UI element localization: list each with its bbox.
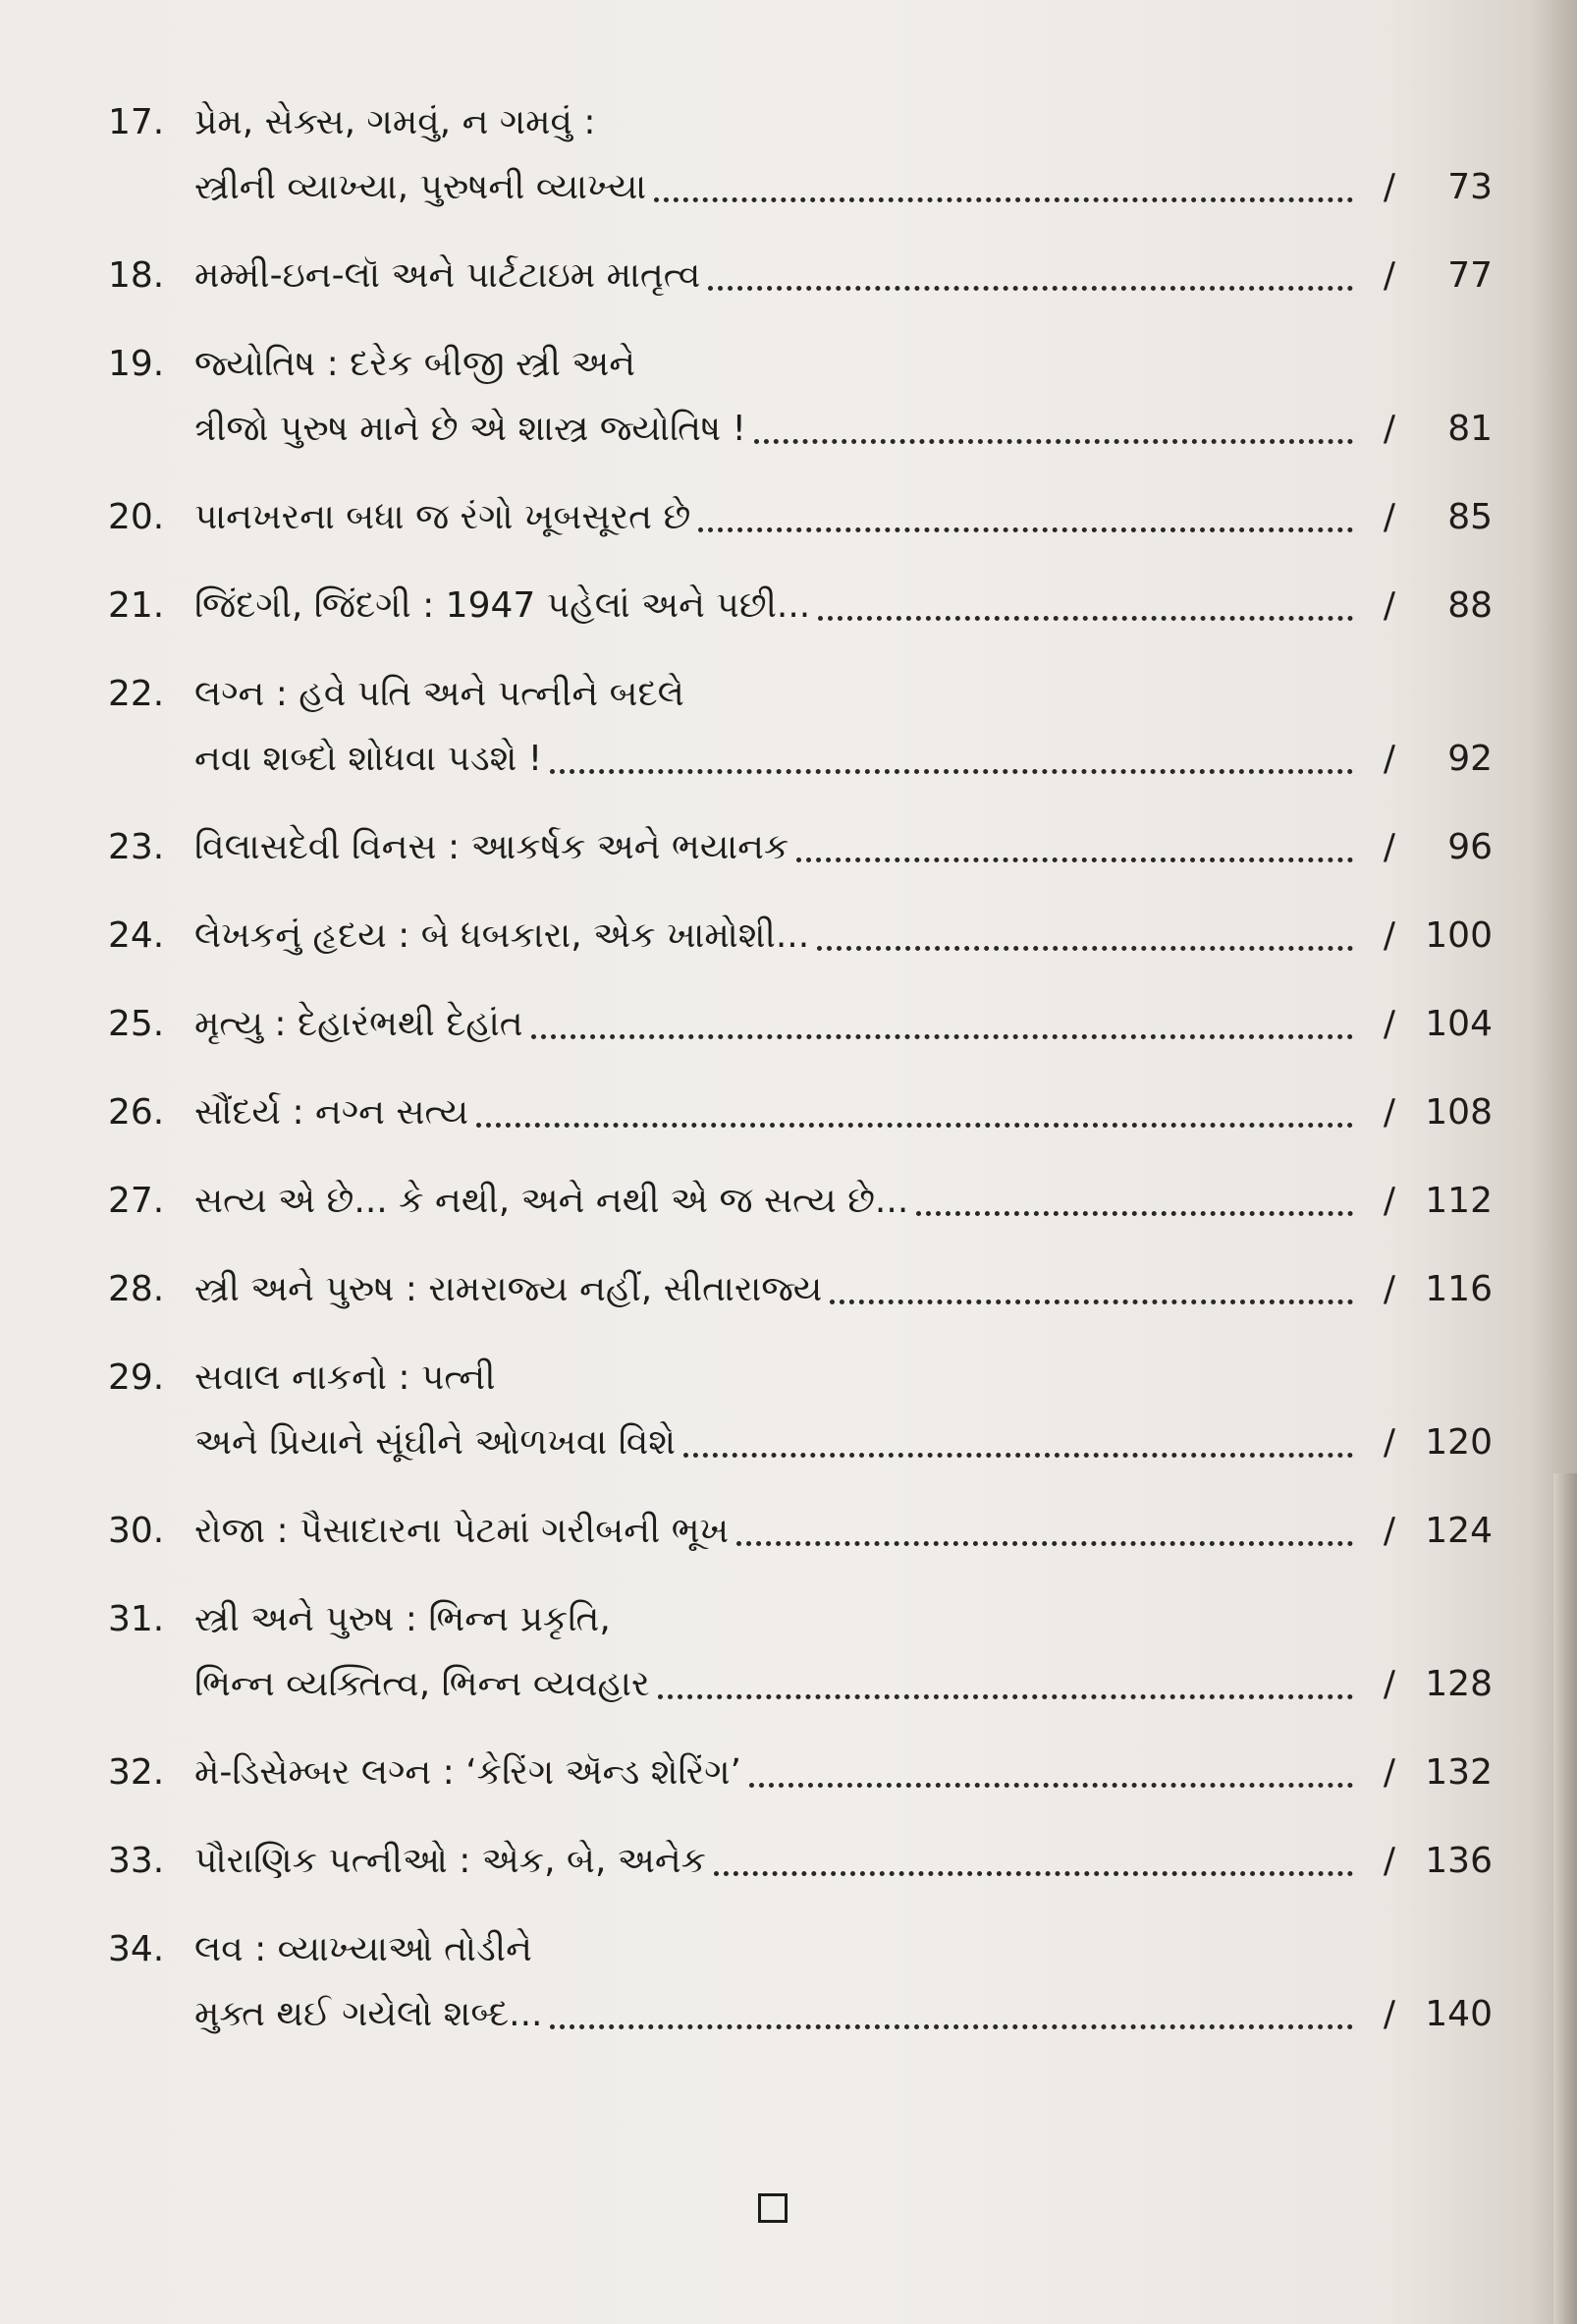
book-spine-edge <box>1553 1473 1577 2324</box>
page-separator: / <box>1383 1511 1396 1551</box>
toc-entry-line <box>108 727 1493 792</box>
dot-leader <box>708 286 1353 291</box>
toc-entry <box>108 1829 1493 1894</box>
chapter-number: 29. <box>108 1357 165 1398</box>
toc-entry-line <box>108 1169 1493 1234</box>
toc-entry-line <box>108 1346 1493 1411</box>
chapter-number: 32. <box>108 1752 165 1793</box>
toc-entry-line <box>108 815 1493 880</box>
table-of-contents <box>108 90 1493 2071</box>
page-number: 92 <box>1447 739 1493 779</box>
chapter-title: વિલાસદેવી વિનસ : આકર્ષક અને ભયાનક <box>194 827 789 867</box>
toc-entry <box>108 662 1493 792</box>
page-separator: / <box>1383 585 1396 626</box>
chapter-number: 30. <box>108 1511 165 1551</box>
dot-leader <box>714 1871 1353 1876</box>
page-number: 73 <box>1447 167 1493 207</box>
toc-entry <box>108 815 1493 880</box>
toc-entry-line <box>108 244 1493 308</box>
toc-entry-line <box>108 574 1493 638</box>
page-separator: / <box>1383 915 1396 956</box>
page-number: 124 <box>1425 1511 1493 1551</box>
chapter-title: જ્યોતિષ : દરેક બીજી સ્ત્રી અને <box>194 344 636 384</box>
toc-entry-line <box>108 1411 1493 1475</box>
toc-entry-line <box>108 1499 1493 1564</box>
toc-entry-line <box>108 1587 1493 1652</box>
dot-leader <box>654 197 1353 202</box>
chapter-number: 19. <box>108 344 165 384</box>
chapter-number: 31. <box>108 1599 165 1639</box>
toc-entry-line <box>108 485 1493 550</box>
toc-entry-line <box>108 1982 1493 2047</box>
dot-leader <box>796 858 1353 862</box>
toc-entry-line <box>108 1829 1493 1894</box>
dot-leader <box>698 527 1353 532</box>
dot-leader <box>658 1694 1353 1699</box>
toc-entry-line <box>108 90 1493 155</box>
chapter-title: લેખકનું હૃદય : બે ધબકારા, એક ખામોશી... <box>194 915 810 956</box>
toc-entry <box>108 1587 1493 1717</box>
toc-entry <box>108 1346 1493 1475</box>
page-number: 128 <box>1425 1664 1493 1704</box>
page-number: 96 <box>1447 827 1493 867</box>
chapter-number: 23. <box>108 827 165 867</box>
page-separator: / <box>1383 1269 1396 1309</box>
chapter-title: પાનખરના બધા જ રંગો ખૂબસૂરત છે <box>194 497 691 537</box>
dot-leader <box>736 1541 1353 1546</box>
dot-leader <box>817 946 1353 951</box>
chapter-number: 22. <box>108 674 165 714</box>
page-separator: / <box>1383 1422 1396 1463</box>
chapter-number: 20. <box>108 497 165 537</box>
toc-entry <box>108 244 1493 308</box>
page-separator: / <box>1383 409 1396 449</box>
toc-entry-line <box>108 1741 1493 1805</box>
chapter-number: 33. <box>108 1841 165 1881</box>
chapter-title: મમ્મી-ઇન-લૉ અને પાર્ટટાઇમ માતૃત્વ <box>194 255 701 296</box>
chapter-title: સૌંદર્ય : નગ્ન સત્ય <box>194 1092 469 1133</box>
chapter-number: 26. <box>108 1092 165 1133</box>
toc-entry-line <box>108 1257 1493 1322</box>
chapter-number: 34. <box>108 1929 165 1969</box>
page-number: 100 <box>1425 915 1493 956</box>
page-number: 104 <box>1425 1004 1493 1044</box>
chapter-title: મે-ડિસેમ્બર લગ્ન : ‘કેરિંગ ઍન્ડ શેરિંગ’ <box>194 1752 741 1793</box>
page-number: 85 <box>1447 497 1493 537</box>
chapter-title: સ્ત્રીની વ્યાખ્યા, પુરુષની વ્યાખ્યા <box>194 167 647 207</box>
page-separator: / <box>1383 827 1396 867</box>
dot-leader <box>818 616 1353 621</box>
chapter-title: પૌરાણિક પત્નીઓ : એક, બે, અનેક <box>194 1841 707 1881</box>
toc-entry <box>108 485 1493 550</box>
toc-entry <box>108 574 1493 638</box>
page-separator: / <box>1383 1752 1396 1793</box>
toc-entry <box>108 1499 1493 1564</box>
chapter-number: 17. <box>108 102 165 142</box>
toc-entry <box>108 1741 1493 1805</box>
dot-leader <box>916 1211 1353 1216</box>
page-separator: / <box>1383 1092 1396 1133</box>
dot-leader <box>550 2024 1353 2029</box>
chapter-number: 28. <box>108 1269 165 1309</box>
page-number: 140 <box>1425 1994 1493 2034</box>
chapter-title: ત્રીજો પુરુષ માને છે એ શાસ્ત્ર જ્યોતિષ ! <box>194 409 746 449</box>
toc-entry <box>108 1080 1493 1145</box>
chapter-title: નવા શબ્દો શોધવા પડશે ! <box>194 739 543 779</box>
toc-entry-line <box>108 662 1493 727</box>
page-number: 88 <box>1447 585 1493 626</box>
toc-entry-line <box>108 992 1493 1057</box>
toc-entry-line <box>108 1652 1493 1717</box>
page-separator: / <box>1383 1994 1396 2034</box>
chapter-title: સત્ય એ છે... કે નથી, અને નથી એ જ સત્ય છે... <box>194 1181 909 1221</box>
toc-entry-line <box>108 155 1493 220</box>
toc-entry <box>108 1917 1493 2047</box>
page-number: 81 <box>1447 409 1493 449</box>
dot-leader <box>476 1123 1353 1128</box>
chapter-title: લગ્ન : હવે પતિ અને પત્નીને બદલે <box>194 674 684 714</box>
toc-entry <box>108 1169 1493 1234</box>
chapter-title: જિંદગી, જિંદગી : 1947 પહેલાં અને પછી... <box>194 585 811 626</box>
end-of-section-mark <box>758 2193 788 2223</box>
dot-leader <box>830 1300 1353 1304</box>
page-separator: / <box>1383 167 1396 207</box>
toc-entry-line <box>108 397 1493 462</box>
dot-leader <box>749 1783 1353 1788</box>
chapter-title: મૃત્યુ : દેહારંભથી દેહાંત <box>194 1004 523 1044</box>
chapter-title: સવાલ નાકનો : પત્ની <box>194 1357 496 1398</box>
page-number: 116 <box>1425 1269 1493 1309</box>
page-separator: / <box>1383 1004 1396 1044</box>
page-separator: / <box>1383 255 1396 296</box>
chapter-number: 25. <box>108 1004 165 1044</box>
page-separator: / <box>1383 497 1396 537</box>
dot-leader <box>754 439 1353 444</box>
page-separator: / <box>1383 739 1396 779</box>
chapter-title: સ્ત્રી અને પુરુષ : ભિન્ન પ્રકૃતિ, <box>194 1599 611 1639</box>
chapter-title: પ્રેમ, સેક્સ, ગમવું, ન ગમવું : <box>194 102 596 142</box>
chapter-number: 27. <box>108 1181 165 1221</box>
chapter-title: ભિન્ન વ્યક્તિત્વ, ભિન્ન વ્યવહાર <box>194 1664 650 1704</box>
chapter-title: લવ : વ્યાખ્યાઓ તોડીને <box>194 1929 532 1969</box>
chapter-title: અને પ્રિયાને સૂંઘીને ઓળખવા વિશે <box>194 1422 677 1463</box>
toc-entry <box>108 904 1493 968</box>
chapter-number: 21. <box>108 585 165 626</box>
chapter-title: મુક્ત થઈ ગયેલો શબ્દ... <box>194 1994 543 2034</box>
page-separator: / <box>1383 1841 1396 1881</box>
dot-leader <box>531 1034 1353 1039</box>
page-number: 136 <box>1425 1841 1493 1881</box>
page-separator: / <box>1383 1181 1396 1221</box>
toc-entry <box>108 992 1493 1057</box>
chapter-title: સ્ત્રી અને પુરુષ : રામરાજ્ય નહીં, સીતારાજ્ય <box>194 1269 823 1309</box>
chapter-number: 18. <box>108 255 165 296</box>
chapter-title: રોજા : પૈસાદારના પેટમાં ગરીબની ભૂખ <box>194 1511 730 1551</box>
toc-entry <box>108 90 1493 220</box>
toc-entry-line <box>108 1080 1493 1145</box>
dot-leader <box>683 1453 1353 1458</box>
chapter-number: 24. <box>108 915 165 956</box>
toc-entry <box>108 1257 1493 1322</box>
page-number: 132 <box>1425 1752 1493 1793</box>
page-number: 120 <box>1425 1422 1493 1463</box>
toc-entry-line <box>108 904 1493 968</box>
toc-entry-line <box>108 332 1493 397</box>
toc-entry <box>108 332 1493 462</box>
toc-entry-line <box>108 1917 1493 1982</box>
page-separator: / <box>1383 1664 1396 1704</box>
page-number: 112 <box>1425 1181 1493 1221</box>
page-number: 77 <box>1447 255 1493 296</box>
page-number: 108 <box>1425 1092 1493 1133</box>
dot-leader <box>550 769 1353 774</box>
